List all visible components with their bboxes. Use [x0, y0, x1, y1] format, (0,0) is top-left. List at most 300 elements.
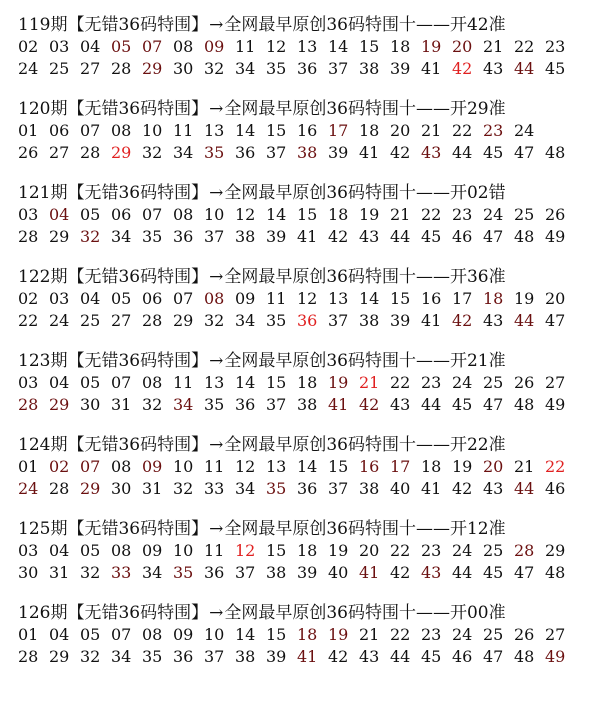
- number-cell: 19: [452, 457, 473, 476]
- number-cell: 09: [173, 625, 194, 644]
- number-cell: 29: [173, 311, 194, 330]
- period-block: [18, 14, 588, 80]
- number-cell: 49: [545, 395, 566, 414]
- arrow-right-icon: →: [209, 99, 224, 119]
- number-cell: 17: [452, 289, 473, 308]
- number-cell: 02: [18, 289, 39, 308]
- number-cell: 41: [359, 143, 380, 162]
- number-cell: 25: [49, 59, 70, 78]
- winning-number: 29: [111, 143, 132, 162]
- number-cell: 24: [452, 541, 473, 560]
- number-cell: 44: [514, 311, 535, 330]
- number-cell: 01: [18, 457, 39, 476]
- number-cell: 37: [235, 563, 256, 582]
- number-cell: 28: [80, 143, 101, 162]
- number-cell: 01: [18, 121, 39, 140]
- number-cell: 23: [545, 37, 566, 56]
- number-cell: 35: [173, 563, 194, 582]
- number-cell: 15: [266, 121, 287, 140]
- number-cell: 30: [111, 479, 132, 498]
- winning-number: 36: [297, 311, 318, 330]
- number-cell: 38: [235, 227, 256, 246]
- number-cell: 42: [452, 311, 473, 330]
- number-row: [18, 288, 588, 310]
- number-cell: 05: [111, 289, 132, 308]
- number-cell: 30: [173, 59, 194, 78]
- number-cell: 15: [359, 37, 380, 56]
- number-cell: 24: [514, 121, 535, 140]
- number-cell: 46: [452, 227, 473, 246]
- arrow-right-icon: →: [209, 603, 224, 623]
- number-row: [18, 310, 588, 332]
- period-title: [18, 518, 588, 540]
- number-cell: 34: [111, 647, 132, 666]
- number-cell: 05: [80, 541, 101, 560]
- period-label: 121期【无错36码特围】: [18, 183, 209, 203]
- period-block: [18, 182, 588, 248]
- number-cell: 18: [390, 37, 411, 56]
- number-cell: 22: [18, 311, 39, 330]
- number-cell: 43: [483, 311, 504, 330]
- number-cell: 44: [390, 647, 411, 666]
- number-cell: 29: [142, 59, 163, 78]
- number-cell: 22: [452, 121, 473, 140]
- number-cell: 15: [266, 373, 287, 392]
- number-cell: 38: [266, 563, 287, 582]
- number-cell: 12: [235, 457, 256, 476]
- number-cell: 06: [142, 289, 163, 308]
- number-cell: 41: [421, 311, 442, 330]
- number-cell: 26: [514, 625, 535, 644]
- number-cell: 04: [49, 373, 70, 392]
- number-cell: 38: [297, 143, 318, 162]
- number-cell: 27: [111, 311, 132, 330]
- arrow-right-icon: →: [209, 519, 224, 539]
- number-cell: 47: [514, 143, 535, 162]
- number-cell: 25: [80, 311, 101, 330]
- number-cell: 15: [297, 205, 318, 224]
- number-cell: 24: [483, 205, 504, 224]
- number-cell: 34: [235, 59, 256, 78]
- number-cell: 32: [173, 479, 194, 498]
- number-cell: 29: [80, 479, 101, 498]
- number-cell: 49: [545, 227, 566, 246]
- number-cell: 39: [328, 143, 349, 162]
- number-cell: 12: [266, 37, 287, 56]
- number-cell: 22: [390, 625, 411, 644]
- number-cell: 32: [80, 227, 101, 246]
- number-cell: 26: [18, 143, 39, 162]
- number-cell: 27: [545, 625, 566, 644]
- number-cell: 17: [390, 457, 411, 476]
- number-cell: 32: [142, 143, 163, 162]
- number-cell: 29: [49, 395, 70, 414]
- number-cell: 20: [545, 289, 566, 308]
- number-cell: 19: [328, 373, 349, 392]
- number-cell: 41: [297, 647, 318, 666]
- number-cell: 13: [204, 121, 225, 140]
- number-cell: 38: [235, 647, 256, 666]
- number-cell: 24: [49, 311, 70, 330]
- period-block: [18, 350, 588, 416]
- period-label: 126期【无错36码特围】: [18, 603, 209, 623]
- number-cell: 11: [173, 121, 194, 140]
- period-label: 123期【无错36码特围】: [18, 351, 209, 371]
- number-cell: 43: [421, 143, 442, 162]
- number-cell: 12: [297, 289, 318, 308]
- number-cell: 41: [421, 479, 442, 498]
- number-cell: 37: [266, 143, 287, 162]
- winning-number: 12: [235, 541, 256, 560]
- period-label: 120期【无错36码特围】: [18, 99, 209, 119]
- number-cell: 42: [328, 647, 349, 666]
- number-cell: 34: [173, 395, 194, 414]
- number-cell: 18: [328, 205, 349, 224]
- number-cell: 08: [142, 373, 163, 392]
- arrow-right-icon: →: [209, 183, 224, 203]
- number-cell: 15: [390, 289, 411, 308]
- number-cell: 19: [328, 541, 349, 560]
- number-cell: 25: [483, 541, 504, 560]
- number-cell: 39: [390, 311, 411, 330]
- number-cell: 21: [483, 37, 504, 56]
- number-cell: 20: [483, 457, 504, 476]
- number-cell: 06: [49, 121, 70, 140]
- number-cell: 28: [18, 395, 39, 414]
- number-cell: 12: [235, 205, 256, 224]
- number-cell: 11: [266, 289, 287, 308]
- number-cell: 44: [452, 563, 473, 582]
- number-cell: 38: [359, 311, 380, 330]
- winning-number: 42: [452, 59, 473, 78]
- number-cell: 11: [173, 373, 194, 392]
- number-cell: 35: [266, 479, 287, 498]
- number-cell: 43: [390, 395, 411, 414]
- number-cell: 14: [235, 625, 256, 644]
- number-cell: 24: [452, 625, 473, 644]
- number-row: [18, 226, 588, 248]
- number-cell: 21: [514, 457, 535, 476]
- number-cell: 08: [173, 205, 194, 224]
- number-cell: 07: [80, 457, 101, 476]
- number-cell: 27: [545, 373, 566, 392]
- number-cell: 44: [421, 395, 442, 414]
- number-cell: 35: [204, 395, 225, 414]
- number-row: [18, 394, 588, 416]
- number-cell: 41: [297, 227, 318, 246]
- number-cell: 32: [204, 59, 225, 78]
- period-title: [18, 602, 588, 624]
- number-cell: 27: [49, 143, 70, 162]
- number-cell: 07: [173, 289, 194, 308]
- number-cell: 03: [49, 37, 70, 56]
- result-text: 全网最早原创36码特围十——开29准: [224, 99, 506, 119]
- number-cell: 28: [49, 479, 70, 498]
- number-cell: 14: [328, 37, 349, 56]
- number-cell: 32: [80, 647, 101, 666]
- number-cell: 03: [18, 373, 39, 392]
- number-cell: 09: [235, 289, 256, 308]
- number-cell: 18: [483, 289, 504, 308]
- number-cell: 22: [390, 373, 411, 392]
- number-cell: 04: [49, 625, 70, 644]
- number-cell: 26: [545, 205, 566, 224]
- number-cell: 19: [328, 625, 349, 644]
- number-cell: 48: [545, 563, 566, 582]
- number-cell: 18: [297, 373, 318, 392]
- number-cell: 03: [18, 541, 39, 560]
- number-cell: 10: [173, 457, 194, 476]
- number-row: [18, 36, 588, 58]
- number-cell: 34: [235, 479, 256, 498]
- number-cell: 05: [111, 37, 132, 56]
- number-row: [18, 142, 588, 164]
- period-title: [18, 434, 588, 456]
- number-cell: 22: [514, 37, 535, 56]
- arrow-right-icon: →: [209, 435, 224, 455]
- number-cell: 10: [173, 541, 194, 560]
- number-cell: 21: [421, 121, 442, 140]
- period-label: 122期【无错36码特围】: [18, 267, 209, 287]
- number-cell: 07: [142, 37, 163, 56]
- number-cell: 05: [80, 205, 101, 224]
- number-cell: 36: [173, 227, 194, 246]
- number-cell: 25: [483, 625, 504, 644]
- number-row: [18, 58, 588, 80]
- number-cell: 04: [80, 289, 101, 308]
- number-cell: 05: [80, 625, 101, 644]
- period-block: [18, 98, 588, 164]
- number-cell: 44: [514, 479, 535, 498]
- number-cell: 41: [421, 59, 442, 78]
- number-cell: 08: [142, 625, 163, 644]
- number-cell: 03: [18, 205, 39, 224]
- number-cell: 08: [173, 37, 194, 56]
- number-cell: 38: [359, 59, 380, 78]
- number-cell: 43: [359, 647, 380, 666]
- period-title: [18, 14, 588, 36]
- number-cell: 43: [483, 479, 504, 498]
- number-cell: 11: [235, 37, 256, 56]
- number-cell: 34: [235, 311, 256, 330]
- number-cell: 35: [204, 143, 225, 162]
- number-cell: 16: [297, 121, 318, 140]
- number-cell: 42: [359, 395, 380, 414]
- number-cell: 08: [204, 289, 225, 308]
- number-cell: 44: [514, 59, 535, 78]
- number-cell: 21: [390, 205, 411, 224]
- number-cell: 37: [204, 647, 225, 666]
- number-cell: 20: [452, 37, 473, 56]
- result-text: 全网最早原创36码特围十——开00准: [224, 603, 506, 623]
- number-cell: 28: [142, 311, 163, 330]
- number-cell: 43: [421, 563, 442, 582]
- number-cell: 31: [142, 479, 163, 498]
- number-cell: 30: [80, 395, 101, 414]
- number-cell: 18: [421, 457, 442, 476]
- number-cell: 07: [142, 205, 163, 224]
- number-cell: 34: [111, 227, 132, 246]
- number-cell: 21: [359, 625, 380, 644]
- number-cell: 20: [390, 121, 411, 140]
- number-cell: 45: [545, 59, 566, 78]
- number-cell: 18: [297, 541, 318, 560]
- number-row: [18, 204, 588, 226]
- number-cell: 03: [49, 289, 70, 308]
- number-cell: 35: [142, 647, 163, 666]
- number-cell: 09: [204, 37, 225, 56]
- number-cell: 48: [514, 395, 535, 414]
- number-cell: 45: [483, 143, 504, 162]
- number-cell: 23: [421, 541, 442, 560]
- number-cell: 18: [359, 121, 380, 140]
- period-block: [18, 266, 588, 332]
- arrow-right-icon: →: [209, 351, 224, 371]
- number-cell: 02: [18, 37, 39, 56]
- number-row: [18, 624, 588, 646]
- number-cell: 20: [359, 541, 380, 560]
- number-cell: 32: [142, 395, 163, 414]
- number-cell: 29: [49, 227, 70, 246]
- number-row: [18, 562, 588, 584]
- number-cell: 47: [483, 395, 504, 414]
- number-cell: 46: [452, 647, 473, 666]
- number-cell: 22: [390, 541, 411, 560]
- winning-number: 21: [359, 373, 380, 392]
- period-label: 125期【无错36码特围】: [18, 519, 209, 539]
- number-cell: 34: [173, 143, 194, 162]
- number-cell: 23: [452, 205, 473, 224]
- number-cell: 27: [80, 59, 101, 78]
- number-cell: 34: [142, 563, 163, 582]
- number-cell: 23: [421, 373, 442, 392]
- number-cell: 30: [18, 563, 39, 582]
- number-row: [18, 646, 588, 668]
- number-cell: 42: [452, 479, 473, 498]
- arrow-right-icon: →: [209, 267, 224, 287]
- number-cell: 43: [483, 59, 504, 78]
- number-row: [18, 540, 588, 562]
- number-cell: 47: [483, 227, 504, 246]
- number-cell: 49: [545, 647, 566, 666]
- arrow-right-icon: →: [209, 15, 224, 35]
- number-row: [18, 478, 588, 500]
- number-cell: 37: [328, 311, 349, 330]
- number-cell: 48: [514, 227, 535, 246]
- result-text: 全网最早原创36码特围十——开21准: [224, 351, 506, 371]
- number-cell: 39: [297, 563, 318, 582]
- number-cell: 13: [266, 457, 287, 476]
- number-cell: 15: [266, 541, 287, 560]
- number-cell: 16: [359, 457, 380, 476]
- period-title: [18, 98, 588, 120]
- number-cell: 31: [49, 563, 70, 582]
- number-cell: 43: [359, 227, 380, 246]
- number-cell: 45: [483, 563, 504, 582]
- number-cell: 04: [49, 541, 70, 560]
- number-cell: 08: [111, 121, 132, 140]
- number-cell: 25: [483, 373, 504, 392]
- number-cell: 39: [266, 227, 287, 246]
- period-title: [18, 266, 588, 288]
- number-cell: 36: [297, 59, 318, 78]
- number-cell: 33: [111, 563, 132, 582]
- number-cell: 07: [111, 625, 132, 644]
- number-cell: 29: [545, 541, 566, 560]
- period-label: 119期【无错36码特围】: [18, 15, 209, 35]
- number-cell: 44: [390, 227, 411, 246]
- number-cell: 28: [514, 541, 535, 560]
- number-cell: 41: [328, 395, 349, 414]
- number-cell: 09: [142, 457, 163, 476]
- number-cell: 37: [328, 479, 349, 498]
- result-text: 全网最早原创36码特围十——开02错: [224, 183, 506, 203]
- number-cell: 38: [359, 479, 380, 498]
- period-block: [18, 602, 588, 668]
- number-cell: 36: [235, 395, 256, 414]
- number-cell: 15: [266, 625, 287, 644]
- number-cell: 23: [421, 625, 442, 644]
- number-cell: 22: [421, 205, 442, 224]
- number-cell: 47: [545, 311, 566, 330]
- number-cell: 45: [421, 647, 442, 666]
- number-cell: 14: [235, 121, 256, 140]
- number-cell: 14: [359, 289, 380, 308]
- number-row: [18, 456, 588, 478]
- number-cell: 11: [204, 457, 225, 476]
- number-cell: 42: [390, 143, 411, 162]
- number-cell: 04: [80, 37, 101, 56]
- number-cell: 37: [328, 59, 349, 78]
- result-text: 全网最早原创36码特围十——开36准: [224, 267, 506, 287]
- number-row: [18, 120, 588, 142]
- number-cell: 06: [111, 205, 132, 224]
- number-cell: 31: [111, 395, 132, 414]
- number-cell: 15: [328, 457, 349, 476]
- number-cell: 37: [204, 227, 225, 246]
- number-cell: 17: [328, 121, 349, 140]
- number-cell: 13: [328, 289, 349, 308]
- number-cell: 47: [514, 563, 535, 582]
- number-cell: 24: [18, 479, 39, 498]
- number-cell: 13: [204, 373, 225, 392]
- result-text: 全网最早原创36码特围十——开42准: [224, 15, 506, 35]
- number-row: [18, 372, 588, 394]
- number-cell: 26: [514, 373, 535, 392]
- number-cell: 28: [111, 59, 132, 78]
- number-cell: 14: [235, 373, 256, 392]
- number-cell: 42: [328, 227, 349, 246]
- number-cell: 04: [49, 205, 70, 224]
- number-cell: 10: [142, 121, 163, 140]
- number-cell: 02: [49, 457, 70, 476]
- period-label: 124期【无错36码特围】: [18, 435, 209, 455]
- number-cell: 45: [452, 395, 473, 414]
- number-cell: 13: [297, 37, 318, 56]
- number-cell: 48: [514, 647, 535, 666]
- number-cell: 08: [111, 457, 132, 476]
- number-cell: 40: [328, 563, 349, 582]
- number-cell: 07: [111, 373, 132, 392]
- number-cell: 39: [390, 59, 411, 78]
- number-cell: 14: [266, 205, 287, 224]
- number-cell: 36: [235, 143, 256, 162]
- number-cell: 01: [18, 625, 39, 644]
- number-cell: 47: [483, 647, 504, 666]
- number-cell: 29: [49, 647, 70, 666]
- number-cell: 37: [266, 395, 287, 414]
- number-cell: 19: [359, 205, 380, 224]
